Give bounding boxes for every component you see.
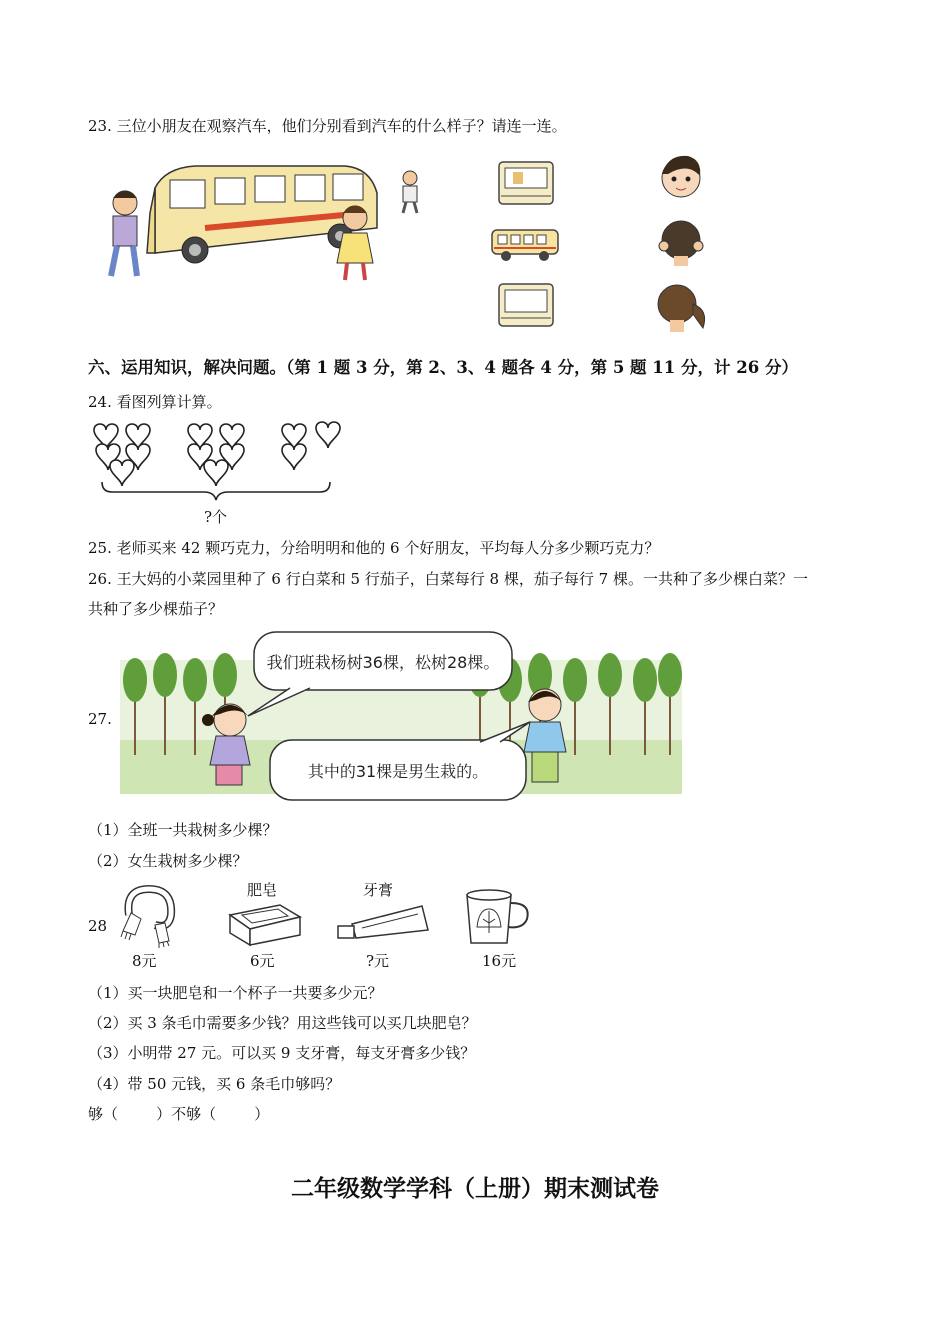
cup-image (461, 887, 533, 949)
scarf-price: 8元 (132, 952, 157, 970)
question-28-sub-3: （3）小明带 27 元。可以买 9 支牙膏，每支牙膏多少钱？ (88, 1044, 476, 1062)
question-27-number: 27. (88, 710, 112, 728)
bus-view-back-image (497, 282, 557, 330)
question-26-line-1: 26. 王大妈的小菜园里种了 6 行白菜和 5 行茄子，白菜每行 8 棵，茄子每行 7 棵。一共种了多少棵白菜？一 (88, 570, 808, 588)
tree-planting-illustration (120, 630, 682, 795)
question-28-answer-line: 够（ ）不够（ ） (88, 1105, 270, 1123)
question-27-sub-1: （1）全班一共栽树多少棵？ (88, 821, 278, 839)
child-head-back-image (658, 216, 704, 268)
girl-head-back-image (653, 280, 711, 334)
toothpaste-image (332, 902, 430, 942)
question-28-sub-1: （1）买一块肥皂和一个杯子一共要多少元？ (88, 984, 383, 1002)
question-27-sub-2: （2）女生栽树多少棵？ (88, 852, 248, 870)
exam-title: 二年级数学学科（上册）期末测试卷 (291, 1175, 659, 1202)
bus-view-side-image (490, 226, 562, 264)
toothpaste-label: 牙膏 (363, 881, 394, 899)
bus-scene-illustration (85, 158, 440, 288)
bubble-top-text: 我们班栽杨树36棵，松树28棵。 (266, 653, 500, 672)
brace-label: ?个 (204, 508, 228, 526)
scarf-image (115, 885, 181, 949)
section-6-heading: 六、运用知识，解决问题。（第 1 题 3 分，第 2、3、4 题各 4 分，第 5 题 11 分，计 26 分） (88, 358, 798, 377)
toothpaste-price: ?元 (366, 952, 390, 970)
question-25-text: 25. 老师买来 42 颗巧克力，分给明明和他的 6 个好朋友，平均每人分多少颗巧克力？ (88, 539, 660, 557)
child-face-front-image (658, 152, 704, 202)
question-28-sub-4: （4）带 50 元钱，买 6 条毛巾够吗？ (88, 1075, 341, 1093)
bus-view-front-image (497, 160, 557, 208)
question-24-text: 24. 看图列算计算。 (88, 393, 222, 411)
bubble-bottom-text: 其中的31棵是男生栽的。 (307, 762, 489, 781)
question-28-sub-2: （2）买 3 条毛巾需要多少钱？用这些钱可以买几块肥皂？ (88, 1014, 477, 1032)
soap-price: 6元 (250, 952, 275, 970)
hearts-groups-image (92, 420, 352, 500)
question-23-text: 23. 三位小朋友在观察汽车，他们分别看到汽车的什么样子？请连一连。 (88, 117, 567, 135)
question-28-number: 28 (88, 917, 108, 935)
soap-image (226, 901, 304, 947)
soap-label: 肥皂 (247, 881, 278, 899)
cup-price: 16元 (482, 952, 517, 970)
question-26-line-2: 共种了多少棵茄子？ (88, 600, 224, 618)
